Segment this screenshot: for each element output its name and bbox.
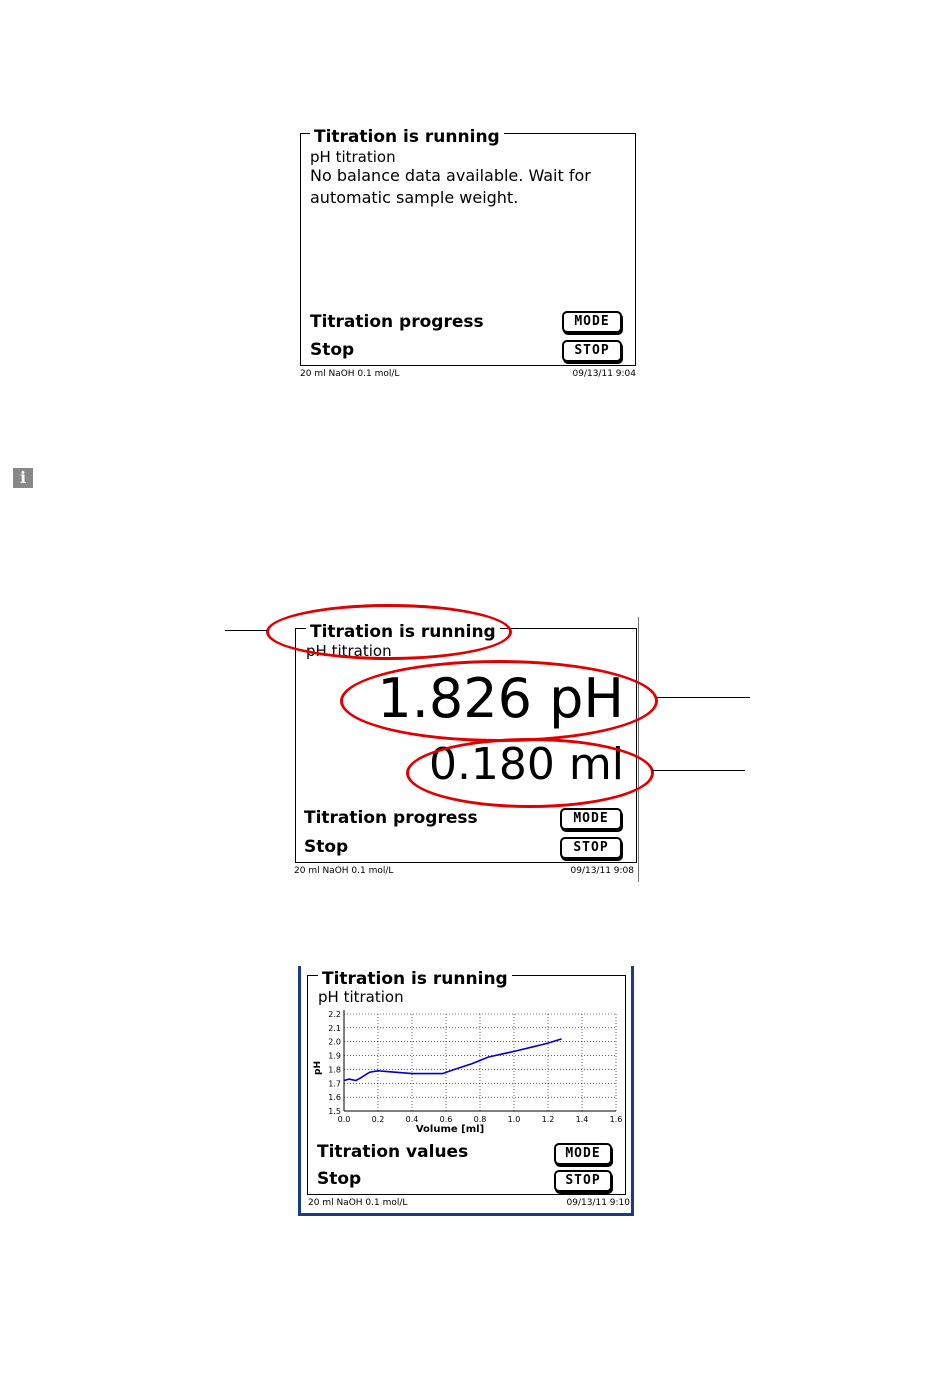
menu-label-titration-progress: Titration progress	[310, 312, 484, 332]
y-tick-label: 1.6	[328, 1093, 341, 1103]
y-tick-label: 2.1	[328, 1023, 341, 1033]
ph-reading: 1.826 pH	[377, 667, 624, 730]
menu-label-titration-progress: Titration progress	[304, 808, 478, 828]
stop-button[interactable]: STOP	[560, 837, 622, 859]
window-title: Titration is running	[306, 623, 500, 641]
status-message: No balance data available. Wait for automatic sample weight.	[310, 166, 591, 207]
status-bar-reagent: 20 ml NaOH 0.1 mol/L	[294, 866, 394, 876]
menu-label-stop: Stop	[304, 837, 349, 857]
window-title: Titration is running	[318, 970, 512, 988]
x-tick-label: 1.2	[541, 1115, 555, 1124]
x-tick-label: 1.4	[575, 1115, 589, 1124]
window-title: Titration is running	[310, 128, 504, 146]
status-bar-datetime: 09/13/11 9:08	[570, 866, 634, 876]
x-tick-label: 1.6	[609, 1115, 623, 1124]
status-bar-reagent: 20 ml NaOH 0.1 mol/L	[308, 1198, 408, 1208]
title-callout-line	[225, 630, 267, 631]
x-tick-label: 0.8	[473, 1115, 487, 1124]
volume-reading: 0.180 ml	[428, 739, 624, 790]
volume-callout-line	[652, 770, 745, 771]
status-bar-reagent: 20 ml NaOH 0.1 mol/L	[300, 369, 400, 379]
method-name: pH titration	[310, 148, 396, 166]
ph-callout-line	[657, 697, 750, 698]
ph-highlight-ellipse	[340, 660, 658, 742]
method-name: pH titration	[318, 988, 404, 1006]
menu-label-stop: Stop	[317, 1169, 362, 1189]
info-icon: i	[13, 468, 33, 488]
menu-label-stop: Stop	[310, 340, 355, 360]
x-tick-label: 0.6	[439, 1115, 453, 1124]
titration-curve-chart	[312, 1006, 623, 1136]
x-tick-label: 0.0	[337, 1115, 351, 1124]
status-bar-datetime: 09/13/11 9:04	[572, 369, 636, 379]
stop-button[interactable]: STOP	[554, 1170, 612, 1192]
device-screen-1	[296, 125, 640, 382]
mode-button[interactable]: MODE	[562, 311, 622, 333]
screen-border-left	[298, 966, 301, 1216]
ph-curve-line	[344, 1039, 562, 1081]
device-screen-3	[298, 966, 636, 1218]
menu-label-titration-values: Titration values	[317, 1142, 469, 1162]
volume-highlight-ellipse	[406, 738, 654, 808]
stop-button[interactable]: STOP	[562, 340, 622, 362]
screen-edge	[638, 617, 639, 882]
y-tick-label: 2.0	[328, 1037, 341, 1047]
method-name: pH titration	[306, 642, 392, 660]
x-tick-label: 1.0	[507, 1115, 521, 1124]
mode-button[interactable]: MODE	[554, 1143, 612, 1165]
status-bar-datetime: 09/13/11 9:10	[566, 1198, 630, 1208]
y-tick-label: 2.2	[328, 1010, 341, 1019]
y-tick-label: 1.5	[328, 1107, 341, 1116]
y-tick-label: 1.9	[328, 1051, 341, 1061]
screen-border-right	[631, 966, 634, 1216]
y-tick-label: 1.7	[328, 1079, 341, 1089]
y-axis-label: pH	[313, 1061, 323, 1075]
x-tick-label: 0.4	[405, 1115, 419, 1124]
x-axis-label: Volume [ml]	[415, 1124, 485, 1135]
y-tick-label: 1.8	[328, 1065, 341, 1075]
x-tick-label: 0.2	[371, 1115, 385, 1124]
screen-border-bottom	[298, 1213, 634, 1216]
mode-button[interactable]: MODE	[560, 808, 622, 830]
title-highlight-ellipse	[266, 604, 512, 660]
